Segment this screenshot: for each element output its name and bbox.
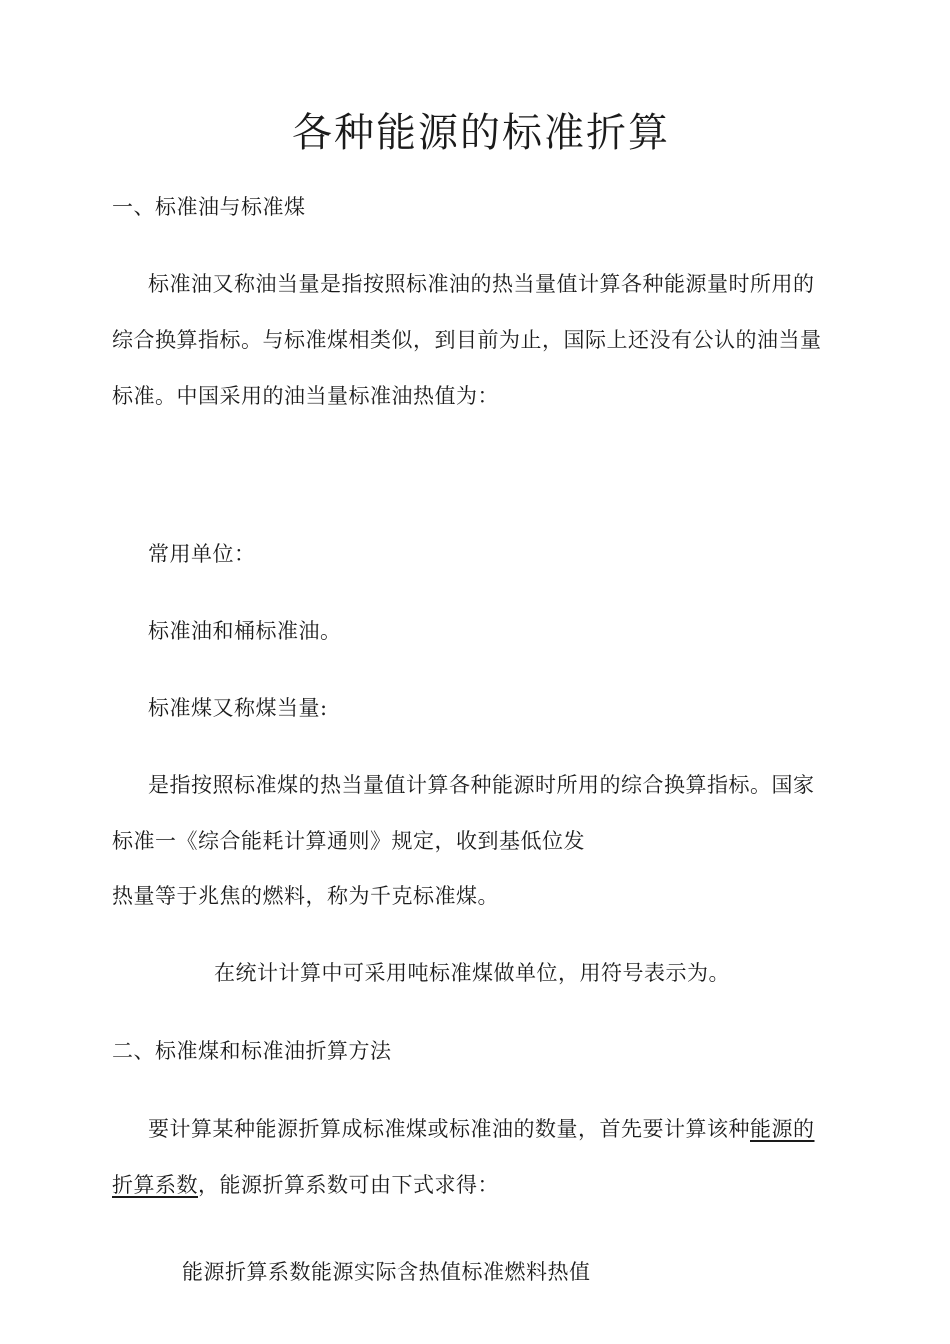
formula-line: 能源折算系数能源实际含热值标准燃料热值 xyxy=(182,1260,591,1284)
coal-definition-label: 标准煤又称煤当量: xyxy=(148,696,328,720)
page-title: 各种能源的标准折算 xyxy=(292,110,670,156)
paragraph-line xyxy=(148,1114,815,1144)
paragraph-line: 标准油又称油当量是指按照标准油的热当量值计算各种能源量时所用的 xyxy=(148,272,815,296)
paragraph-text: 要计算某种能源折算成标准煤或标准油的数量，首先要计算该种 xyxy=(148,1117,750,1141)
section-heading-2: 二、标准煤和标准油折算方法 xyxy=(112,1039,392,1063)
section-heading-1: 一、标准油与标准煤 xyxy=(112,195,306,219)
oil-units-text: 标准油和桶标准油。 xyxy=(148,619,342,643)
common-units-label: 常用单位： xyxy=(148,542,256,566)
paragraph-line: 综合换算指标。与标准煤相类似，到目前为止，国际上还没有公认的油当量 xyxy=(112,328,822,352)
paragraph-line: 是指按照标准煤的热当量值计算各种能源时所用的综合换算指标。国家 xyxy=(148,773,815,797)
paragraph-line: 标准一《综合能耗计算通则》规定，收到基低位发 xyxy=(112,829,585,853)
paragraph-text: ，能源折算系数可由下式求得： xyxy=(198,1173,499,1197)
conversion-coefficient-link[interactable]: 折算系数 xyxy=(112,1173,198,1197)
paragraph-line xyxy=(112,1170,499,1200)
statistics-unit-line: 在统计计算中可采用吨标准煤做单位，用符号表示为。 xyxy=(214,961,730,985)
energy-conversion-link[interactable]: 能源的 xyxy=(750,1117,815,1141)
paragraph-line: 标准。中国采用的油当量标准油热值为： xyxy=(112,384,499,408)
paragraph-line: 热量等于兆焦的燃料，称为千克标准煤。 xyxy=(112,884,499,908)
